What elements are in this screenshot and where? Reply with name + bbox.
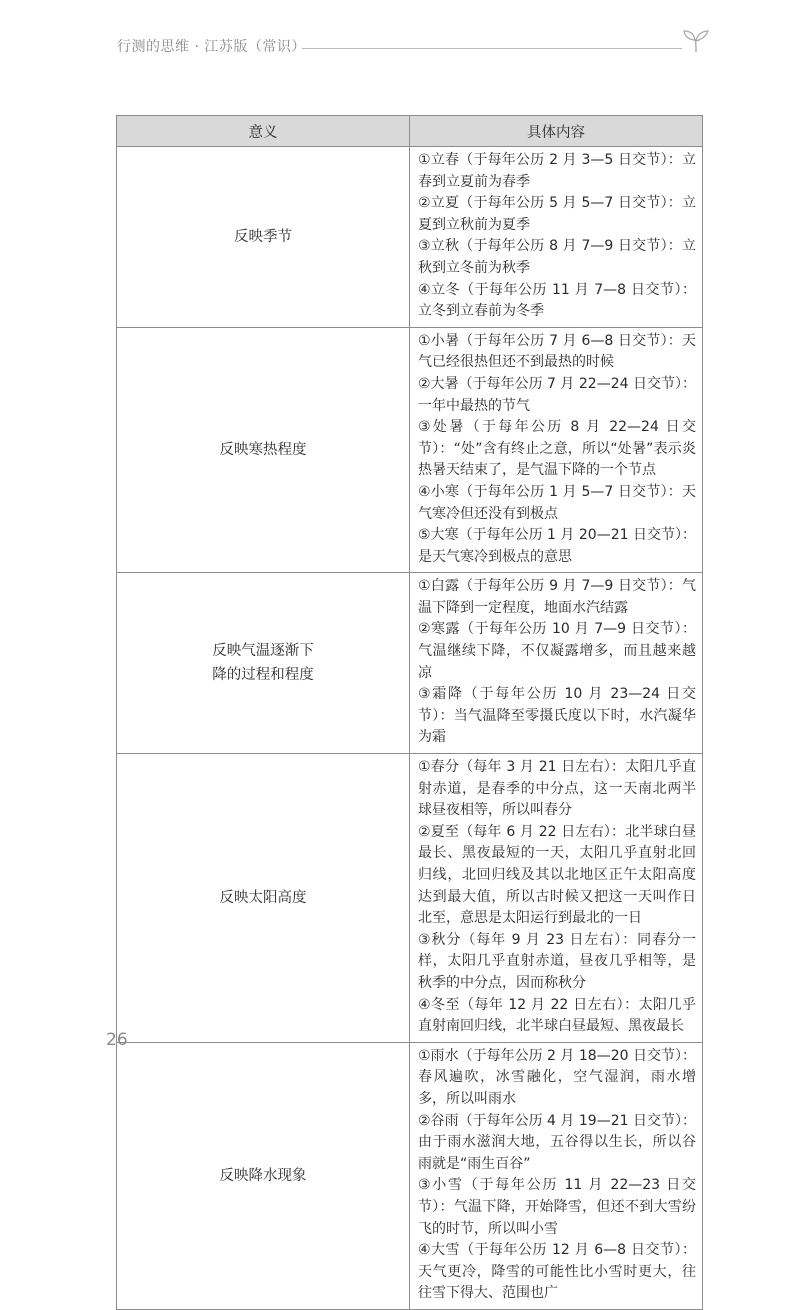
table-row — [117, 1042, 703, 1309]
meaning-cell: 反映降水现象 — [117, 1042, 410, 1309]
content-item: ④立冬（于每年公历 11 月 7—8 日交节）：立冬到立春前为冬季 — [418, 281, 696, 320]
content-item: ④大雪（于每年公历 12 月 6—8 日交节）：天气更冷，降雪的可能性比小雪时更大，往往雪下得大、范围也广 — [418, 1242, 696, 1302]
content-item: ④小寒（于每年公历 1 月 5—7 日交节）：天气寒冷但还没有到极点 — [418, 483, 696, 522]
page-number: 26 — [106, 1030, 128, 1050]
meaning-cell: 反映太阳高度 — [117, 754, 410, 1043]
solar-terms-table — [116, 115, 703, 1310]
meaning-line: 降的过程和程度 — [212, 667, 314, 684]
content-cell — [410, 1042, 703, 1309]
content-item: ①小暑（于每年公历 7 月 6—8 日交节）：天气已经很热但还不到最热的时候 — [418, 332, 696, 371]
header-meaning: 意义 — [117, 116, 410, 147]
table-row — [117, 754, 703, 1043]
header-content: 具体内容 — [410, 116, 703, 147]
content-item: ③处暑（于每年公历 8 月 22—24 日交节）：“处”含有终止之意，所以“处暑”表示炎热暑天结束了，是气温下降的一个节点 — [418, 419, 696, 479]
sprout-icon — [680, 28, 712, 54]
content-item: ①春分（每年 3 月 21 日左右）：太阳几乎直射赤道，是春季的中分点，这一天南北两半球昼夜相等，所以叫春分 — [418, 759, 696, 819]
content-item: ②谷雨（于每年公历 4 月 19—21 日交节）：由于雨水滋润大地，五谷得以生长，所以谷雨就是“雨生百谷” — [418, 1112, 696, 1172]
content-item: ③小雪（于每年公历 11 月 22—23 日交节）：气温下降，开始降雪，但还不到大雪纷飞的时节，所以叫小雪 — [418, 1177, 696, 1237]
header-rule — [302, 48, 682, 49]
content-cell — [410, 147, 703, 328]
content-cell — [410, 573, 703, 754]
table-row — [117, 327, 703, 573]
content-cell — [410, 327, 703, 573]
content-item: ②寒露（于每年公历 10 月 7—9 日交节）：气温继续下降，不仅凝露增多，而且越来越凉 — [418, 621, 696, 681]
table-header-row — [117, 116, 703, 147]
table-row — [117, 147, 703, 328]
content-item: ②大暑（于每年公历 7 月 22—24 日交节）：一年中最热的节气 — [418, 375, 696, 414]
meaning-cell: 反映季节 — [117, 147, 410, 328]
running-title: 行测的思维 · 江苏版（常识） — [117, 39, 306, 55]
content-item: ③霜降（于每年公历 10 月 23—24 日交节）：当气温降至零摄氏度以下时，水汽凝华为霜 — [418, 686, 696, 746]
content-item: ①白露（于每年公历 9 月 7—9 日交节）：气温下降到一定程度，地面水汽结露 — [418, 578, 696, 616]
meaning-line: 反映气温逐渐下 — [212, 643, 314, 660]
content-item: ③立秋（于每年公历 8 月 7—9 日交节）：立秋到立冬前为秋季 — [418, 238, 696, 276]
content-item: ③秋分（每年 9 月 23 日左右）：同春分一样，太阳几乎直射赤道，昼夜几乎相等，是秋季的中分点，因而称秋分 — [418, 931, 696, 991]
content-item: ④冬至（每年 12 月 22 日左右）：太阳几乎直射南回归线，北半球白昼最短、黑夜最长 — [418, 996, 696, 1035]
content-item: ②夏至（每年 6 月 22 日左右）：北半球白昼最长、黑夜最短的一天，太阳几乎直射北回归线，北回归线及其以北地区正午太阳高度达到最大值，所以古时候又把这一天叫作日北至，意思是太阳运行到最北的一日 — [418, 823, 696, 927]
content-item: ①雨水（于每年公历 2 月 18—20 日交节）：春风遍吹，冰雪融化，空气湿润，雨水增多，所以叫雨水 — [418, 1047, 696, 1107]
content-cell — [410, 754, 703, 1043]
content-item: ①立春（于每年公历 2 月 3—5 日交节）：立春到立夏前为春季 — [418, 152, 696, 190]
meaning-cell — [117, 573, 410, 754]
meaning-cell: 反映寒热程度 — [117, 327, 410, 573]
content-item: ⑤大寒（于每年公历 1 月 20—21 日交节）：是天气寒冷到极点的意思 — [418, 527, 696, 565]
content-item: ②立夏（于每年公历 5 月 5—7 日交节）：立夏到立秋前为夏季 — [418, 195, 696, 233]
table-row — [117, 573, 703, 754]
